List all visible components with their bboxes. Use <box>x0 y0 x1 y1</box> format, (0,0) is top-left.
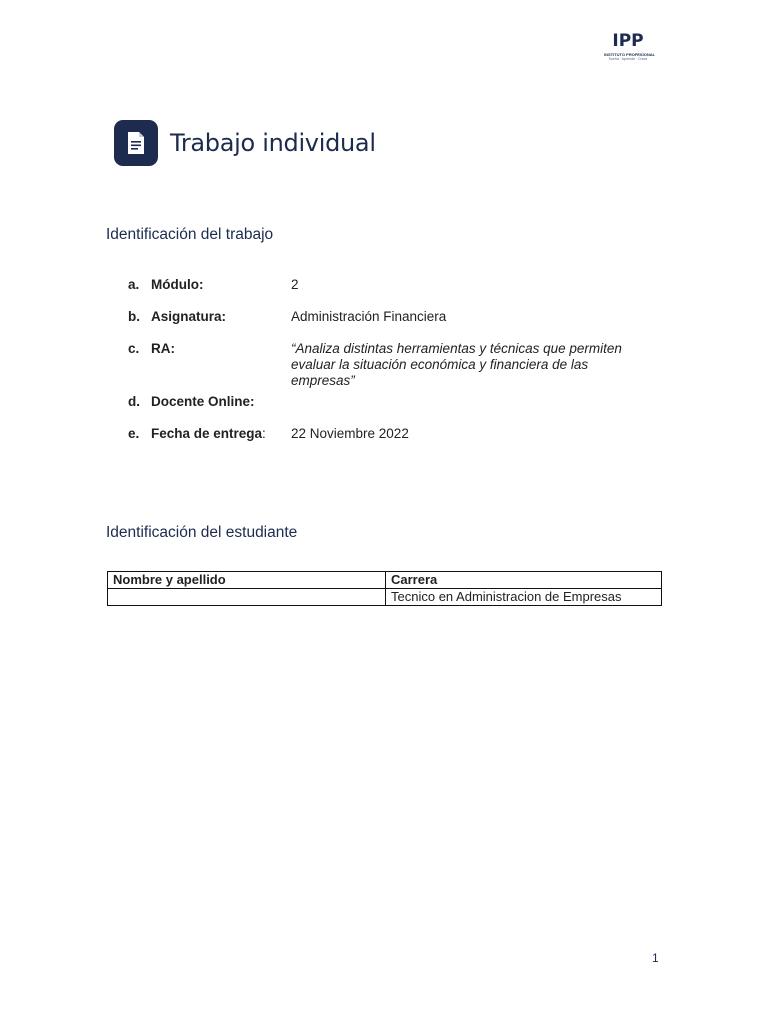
logo-slogan: Sueña · Aprende · Crece <box>608 57 648 61</box>
item-label-text: Fecha de entrega <box>151 426 263 441</box>
page-title: Trabajo individual <box>170 129 376 157</box>
table-header-row <box>108 572 662 589</box>
work-identification-heading: Identificación del trabajo <box>106 226 274 243</box>
column-header-career: Carrera <box>386 572 662 589</box>
student-table <box>107 571 662 606</box>
logo-mark: IPP <box>612 31 644 51</box>
item-label: Docente Online: <box>151 394 255 409</box>
logo-name: INSTITUTO PROFESIONAL <box>604 52 656 57</box>
student-identification-heading: Identificación del estudiante <box>106 524 298 541</box>
page-number: 1 <box>652 951 659 965</box>
document-header <box>114 120 376 166</box>
item-value: Administración Financiera <box>291 309 447 324</box>
item-letter: e. <box>128 426 140 441</box>
item-letter: a. <box>128 277 140 292</box>
column-header-name: Nombre y apellido <box>108 572 386 589</box>
document-icon <box>114 120 158 166</box>
item-label <box>151 426 266 441</box>
item-value: “Analiza distintas herramientas y técnicas que permiten evaluar la situación económica y financiera de las empresas” <box>291 341 622 388</box>
item-label: Asignatura: <box>151 309 227 324</box>
cell-name[interactable] <box>108 589 386 606</box>
table-row <box>108 589 662 606</box>
cell-career: Tecnico en Administracion de Empresas <box>386 589 662 606</box>
item-letter: d. <box>128 394 140 409</box>
item-letter: c. <box>128 341 140 356</box>
item-value: 22 Noviembre 2022 <box>291 426 409 441</box>
item-label: RA: <box>151 341 175 356</box>
item-label-suffix: : <box>262 426 266 441</box>
ipp-logo <box>604 31 656 61</box>
item-letter: b. <box>128 309 140 324</box>
item-label: Módulo: <box>151 277 204 292</box>
item-value: 2 <box>291 277 299 292</box>
